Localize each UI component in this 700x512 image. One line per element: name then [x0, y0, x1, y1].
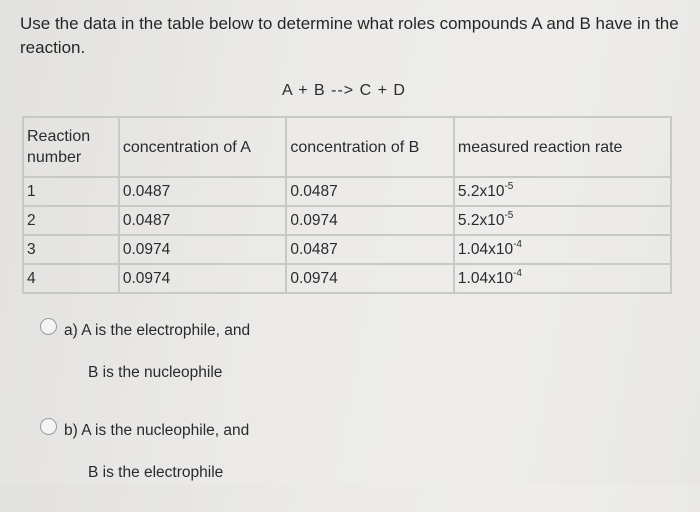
reaction-equation: A + B --> C + D	[282, 82, 406, 99]
rate-base: 5.2x10	[457, 183, 505, 200]
cell-reaction-rate	[454, 235, 671, 264]
table-row	[23, 235, 671, 264]
rate-base: 1.04x10	[457, 270, 514, 287]
cell-reaction-rate	[454, 177, 671, 206]
option-b-label-line1[interactable]: b) A is the nucleophile, and	[64, 422, 250, 439]
rate-base: 1.04x10	[457, 241, 514, 258]
radio-option-b[interactable]	[40, 418, 57, 435]
rate-exponent: -4	[513, 239, 522, 250]
rate-exponent: -5	[504, 210, 514, 221]
header-reaction-rate: measured reaction rate	[454, 117, 671, 177]
rate-exponent: -4	[513, 268, 522, 279]
cell-concentration-b: 0.0974	[286, 206, 454, 235]
rate-exponent: -5	[504, 181, 514, 192]
cell-reaction-number: 4	[23, 264, 119, 293]
rate-base: 5.2x10	[457, 212, 505, 229]
cell-reaction-number: 1	[23, 177, 119, 206]
cell-concentration-b: 0.0974	[286, 264, 454, 293]
cell-reaction-number: 3	[23, 235, 119, 264]
option-a-label-line2[interactable]: B is the nucleophile	[88, 364, 223, 381]
header-concentration-a: concentration of A	[119, 117, 287, 177]
cell-concentration-a: 0.0487	[119, 206, 287, 235]
question-text: Use the data in the table below to determine what roles compounds A and B have in the reaction.	[20, 14, 679, 57]
radio-option-a[interactable]	[40, 318, 57, 335]
option-b-label-line2[interactable]: B is the electrophile	[88, 464, 224, 481]
data-table	[22, 116, 672, 294]
table-row	[23, 264, 671, 293]
cell-reaction-rate	[454, 264, 671, 293]
option-a-label-line1[interactable]: a) A is the electrophile, and	[64, 322, 251, 339]
cell-concentration-b: 0.0487	[286, 235, 454, 264]
cell-reaction-number: 2	[23, 206, 119, 235]
header-reaction-number: Reaction number	[23, 117, 119, 177]
cell-concentration-a: 0.0487	[119, 177, 287, 206]
table-row	[23, 206, 671, 235]
cell-reaction-rate	[454, 206, 671, 235]
cell-concentration-a: 0.0974	[119, 235, 287, 264]
table-header-row	[23, 117, 671, 177]
table-row	[23, 177, 671, 206]
cell-concentration-a: 0.0974	[119, 264, 287, 293]
cell-concentration-b: 0.0487	[286, 177, 454, 206]
header-concentration-b: concentration of B	[286, 117, 454, 177]
